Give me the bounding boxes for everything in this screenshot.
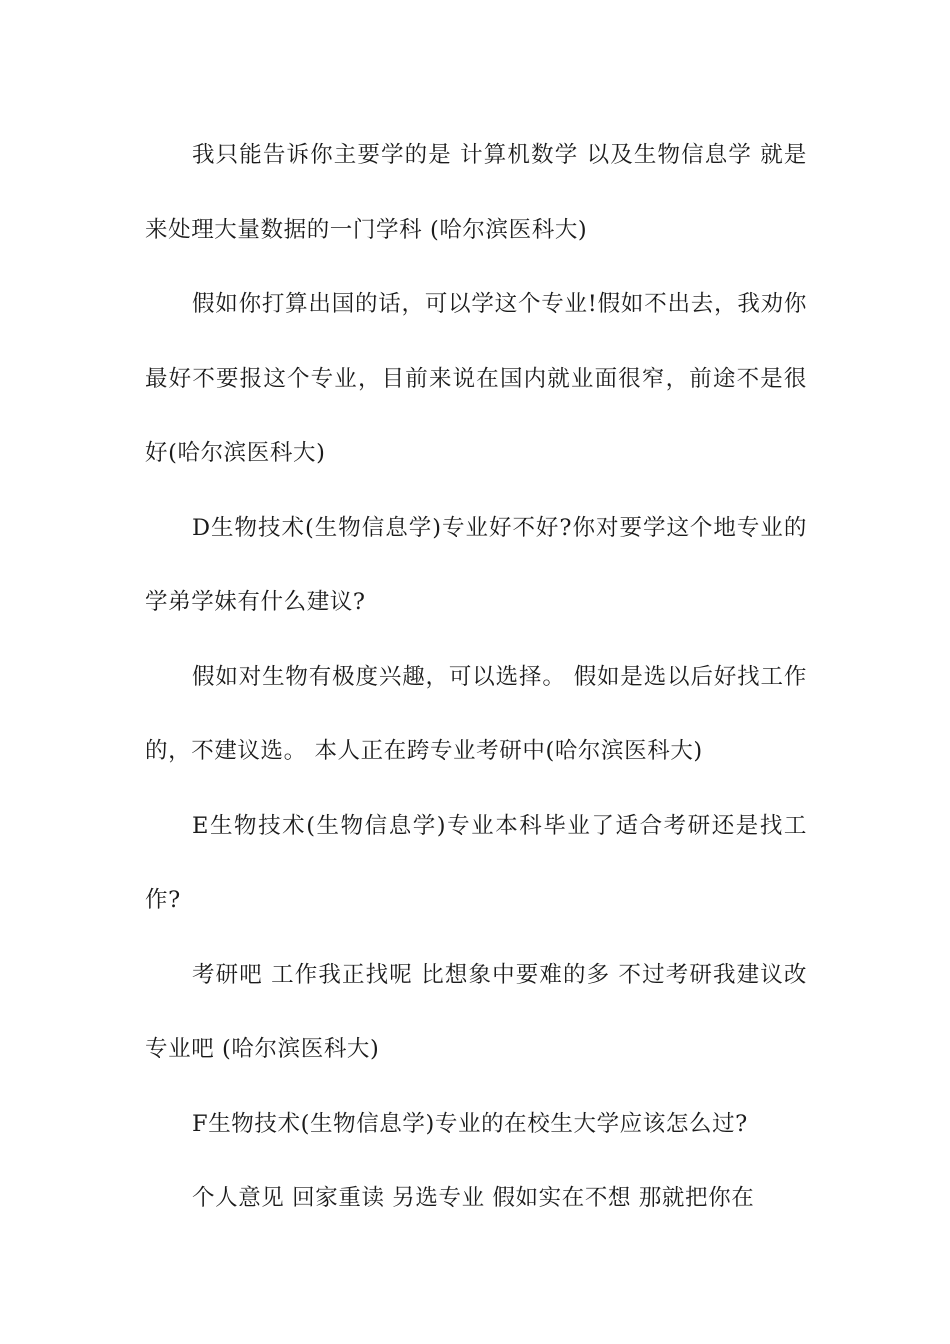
paragraph-1: 我只能告诉你主要学的是 计算机数学 以及生物信息学 就是来处理大量数据的一门学科 (哈尔滨医科大) [145, 142, 807, 243]
paragraph-2: 假如你打算出国的话，可以学这个专业!假如不出去，我劝你最好不要报这个专业，目前来说在国内就业面很窄，前途不是很好(哈尔滨医科大) [145, 291, 807, 466]
question-e: E生物技术(生物信息学)专业本科毕业了适合考研还是找工作? [145, 812, 807, 913]
paragraph-4: 假如对生物有极度兴趣，可以选择。 假如是选以后好找工作的，不建议选。 本人正在跨专业考研中(哈尔滨医科大) [145, 663, 807, 764]
document-body [145, 118, 807, 1236]
paragraph-8: 个人意见 回家重读 另选专业 假如实在不想 那就把你在 [192, 1185, 755, 1211]
question-f: F生物技术(生物信息学)专业的在校生大学应该怎么过? [192, 1110, 748, 1137]
paragraph-6: 考研吧 工作我正找呢 比想象中要难的多 不过考研我建议改专业吧 (哈尔滨医科大) [145, 961, 807, 1062]
question-d: D生物技术(生物信息学)专业好不好?你对要学这个地专业的学弟学妹有什么建议? [145, 514, 807, 615]
